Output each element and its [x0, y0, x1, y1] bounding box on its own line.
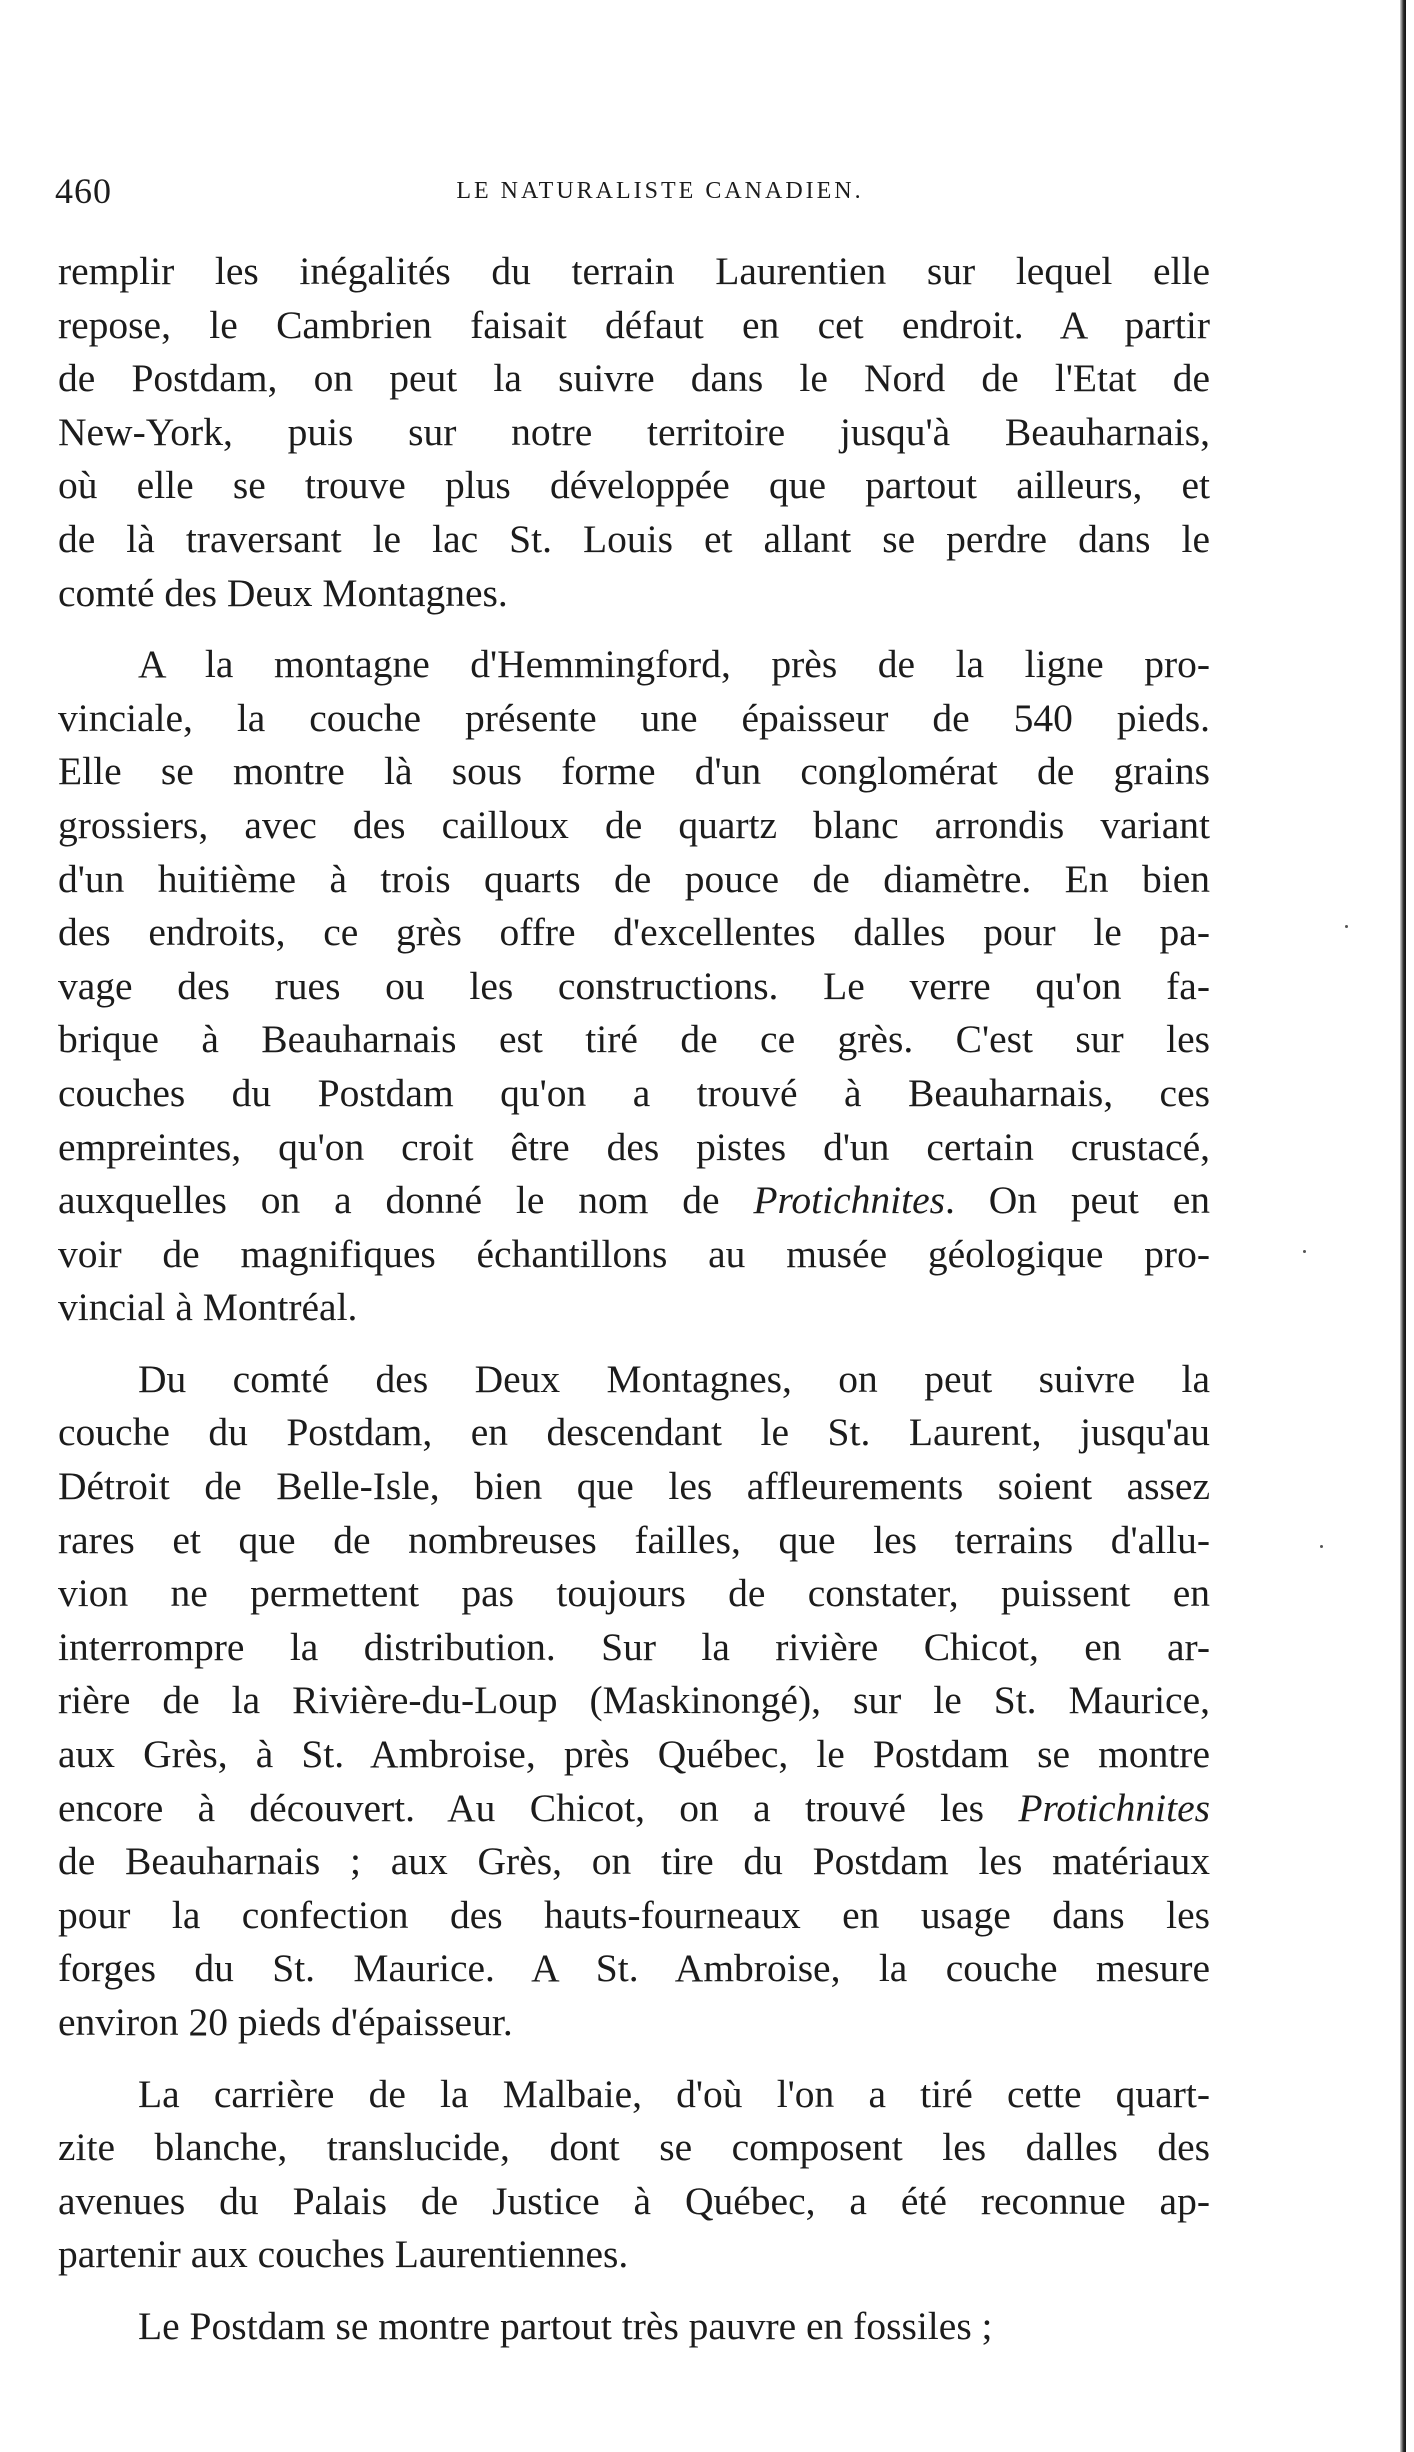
- text-line: de Postdam, on peut la suivre dans le Nord de l'Etat de: [58, 356, 1210, 401]
- text-line: partenir aux couches Laurentiennes.: [58, 2232, 629, 2277]
- text-line: avenues du Palais de Justice à Québec, a été reconnue ap-: [58, 2178, 1210, 2223]
- text-line: pour la confection des hauts-fourneaux en usage dans les: [58, 1892, 1210, 1937]
- species-name: Protichnites: [753, 1178, 946, 1223]
- scan-speck: [1303, 1250, 1306, 1253]
- text-line: de Beauharnais ; aux Grès, on tire du Postdam les matériaux: [58, 1839, 1210, 1884]
- page-header: [55, 170, 1225, 220]
- text-line: encore à découvert. Au Chicot, on a trouvé les Protichnites: [58, 1785, 1210, 1830]
- text-line: comté des Deux Montagnes.: [58, 570, 508, 615]
- paragraph-4: [58, 2068, 1210, 2282]
- text-line: grossiers, avec des cailloux de quartz blanc arrondis variant: [58, 802, 1210, 847]
- text-line: vion ne permettent pas toujours de constater, puissent en: [58, 1571, 1210, 1616]
- text-line: rière de la Rivière-du-Loup (Maskinongé), sur le St. Maurice,: [58, 1678, 1210, 1723]
- scan-speck: [1320, 1545, 1323, 1548]
- text-line: couche du Postdam, en descendant le St. Laurent, jusqu'au: [58, 1410, 1210, 1455]
- paragraph-3: [58, 1353, 1210, 2050]
- text-line: d'un huitième à trois quarts de pouce de diamètre. En bien: [58, 856, 1210, 901]
- text-line: Elle se montre là sous forme d'un conglomérat de grains: [58, 749, 1210, 794]
- text-line: Le Postdam se montre partout très pauvre en fossiles ;: [138, 2303, 993, 2348]
- scan-binding-edge: [1400, 0, 1406, 2452]
- text-line: vinciale, la couche présente une épaisseur de 540 pieds.: [58, 695, 1210, 740]
- text-line: des endroits, ce grès offre d'excellentes dalles pour le pa-: [58, 910, 1210, 955]
- text-line: où elle se trouve plus développée que partout ailleurs, et: [58, 463, 1210, 508]
- scan-speck: [1345, 925, 1348, 928]
- paragraph-1: [58, 245, 1210, 620]
- text-line: repose, le Cambrien faisait défaut en cet endroit. A partir: [58, 302, 1210, 347]
- page-number: 460: [55, 171, 112, 211]
- text-line: rares et que de nombreuses failles, que les terrains d'allu-: [58, 1517, 1210, 1562]
- body-text: [58, 245, 1210, 2372]
- paragraph-5: [58, 2300, 1210, 2354]
- text-line: La carrière de la Malbaie, d'où l'on a tiré cette quart-: [138, 2071, 1210, 2116]
- text-line: vincial à Montréal.: [58, 1285, 358, 1330]
- text-line: auxquelles on a donné le nom de Protichnites. On peut en: [58, 1178, 1210, 1223]
- running-title: LE NATURALISTE CANADIEN.: [456, 178, 864, 204]
- text-line: New-York, puis sur notre territoire jusqu'à Beauharnais,: [58, 409, 1210, 454]
- paragraph-2: [58, 638, 1210, 1335]
- text-line: empreintes, qu'on croit être des pistes d'un certain crustacé,: [58, 1124, 1210, 1169]
- text-line: Détroit de Belle-Isle, bien que les affleurements soient assez: [58, 1464, 1210, 1509]
- species-name: Protichnites: [1018, 1785, 1210, 1830]
- text-line: interrompre la distribution. Sur la rivière Chicot, en ar-: [58, 1624, 1210, 1669]
- text-line: zite blanche, translucide, dont se composent les dalles des: [58, 2125, 1210, 2170]
- text-line: brique à Beauharnais est tiré de ce grès. C'est sur les: [58, 1017, 1210, 1062]
- text-line: remplir les inégalités du terrain Laurentien sur lequel elle: [58, 249, 1210, 293]
- text-line: de là traversant le lac St. Louis et allant se perdre dans le: [58, 516, 1210, 561]
- text-line: A la montagne d'Hemmingford, près de la ligne pro-: [138, 642, 1210, 687]
- text-line: forges du St. Maurice. A St. Ambroise, la couche mesure: [58, 1946, 1210, 1991]
- text-line: couches du Postdam qu'on a trouvé à Beauharnais, ces: [58, 1070, 1210, 1115]
- text-line: Du comté des Deux Montagnes, on peut suivre la: [138, 1356, 1210, 1401]
- text-line: vage des rues ou les constructions. Le verre qu'on fa-: [58, 963, 1210, 1008]
- text-line: aux Grès, à St. Ambroise, près Québec, le Postdam se montre: [58, 1732, 1210, 1777]
- text-line: environ 20 pieds d'épaisseur.: [58, 2000, 513, 2044]
- text-line: voir de magnifiques échantillons au musée géologique pro-: [58, 1231, 1210, 1276]
